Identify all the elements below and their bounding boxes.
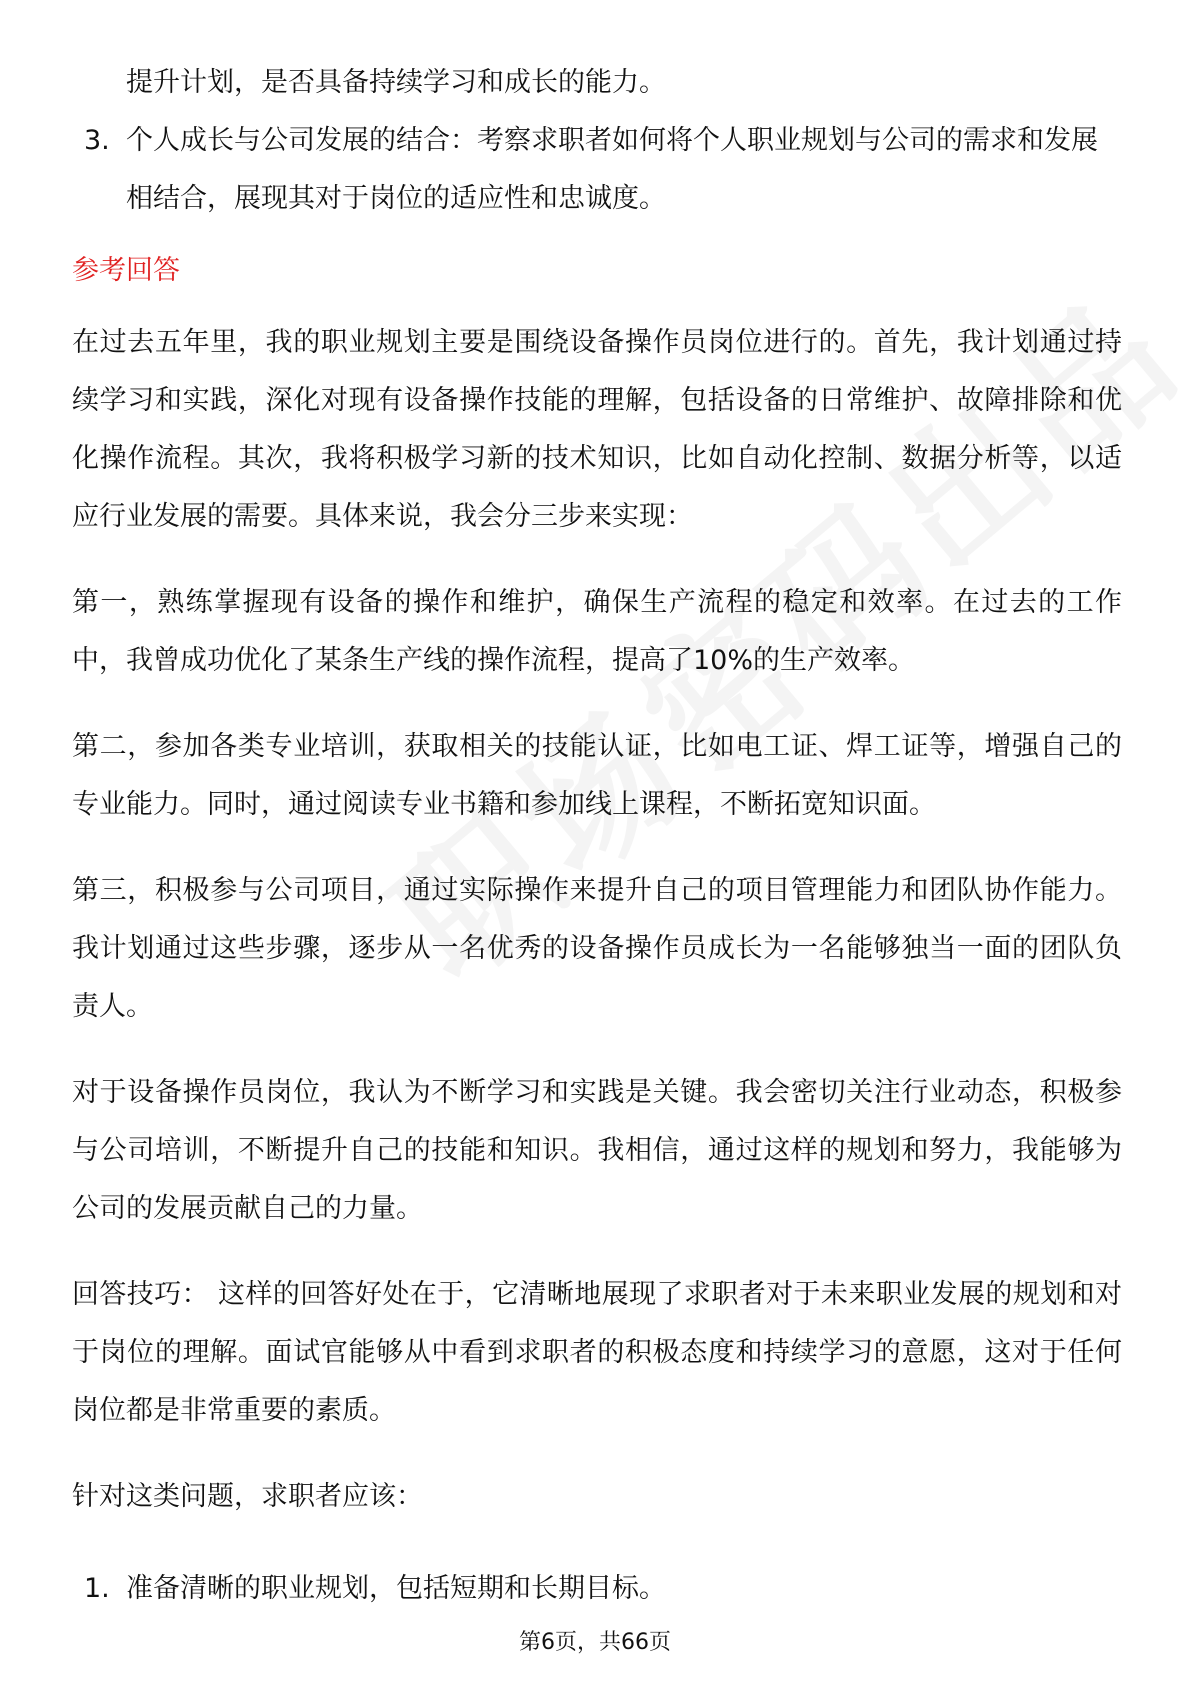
- list-number: 1.: [84, 1573, 110, 1604]
- answer-paragraph-step3: 第三，积极参与公司项目，通过实际操作来提升自己的项目管理能力和团队协作能力。我计划通过这些步骤，逐步从一名优秀的设备操作员成长为一名能够独当一面的团队负责人。: [72, 875, 1122, 1022]
- document-content: [72, 54, 1122, 1618]
- list-continuation: 提升计划，是否具备持续学习和成长的能力。: [126, 67, 666, 98]
- page-footer: 第6页，共66页: [519, 1630, 671, 1655]
- answer-tips-paragraph: 回答技巧： 这样的回答好处在于，它清晰地展现了求职者对于未来职业发展的规划和对于岗位的理解。面试官能够从中看到求职者的积极态度和持续学习的意愿，这对于任何岗位都是非常重要的素质。: [72, 1279, 1122, 1426]
- advice-item-1: [72, 1560, 1122, 1618]
- list-number: 3.: [84, 125, 110, 156]
- section-title: 参考回答: [72, 255, 180, 286]
- answer-paragraph-intro: 在过去五年里，我的职业规划主要是围绕设备操作员岗位进行的。首先，我计划通过持续学习和实践，深化对现有设备操作技能的理解，包括设备的日常维护、故障排除和优化操作流程。其次，我将积极学习新的技术知识，比如自动化控制、数据分析等，以适应行业发展的需要。具体来说，我会分三步来实现：: [72, 327, 1122, 532]
- list-text: 个人成长与公司发展的结合：考察求职者如何将个人职业规划与公司的需求和发展相结合，展现其对于岗位的适应性和忠诚度。: [126, 125, 1098, 214]
- list-item-3: [72, 112, 1122, 228]
- answer-paragraph-summary: 对于设备操作员岗位，我认为不断学习和实践是关键。我会密切关注行业动态，积极参与公司培训，不断提升自己的技能和知识。我相信，通过这样的规划和努力，我能够为公司的发展贡献自己的力量。: [72, 1077, 1122, 1224]
- answer-paragraph-step2: 第二，参加各类专业培训，获取相关的技能认证，比如电工证、焊工证等，增强自己的专业能力。同时，通过阅读专业书籍和参加线上课程，不断拓宽知识面。: [72, 731, 1122, 820]
- list-text: 准备清晰的职业规划，包括短期和长期目标。: [126, 1573, 666, 1604]
- answer-paragraph-step1: 第一，熟练掌握现有设备的操作和维护，确保生产流程的稳定和效率。在过去的工作中，我曾成功优化了某条生产线的操作流程，提高了10%的生产效率。: [72, 587, 1122, 676]
- advice-intro: 针对这类问题，求职者应该：: [72, 1481, 423, 1512]
